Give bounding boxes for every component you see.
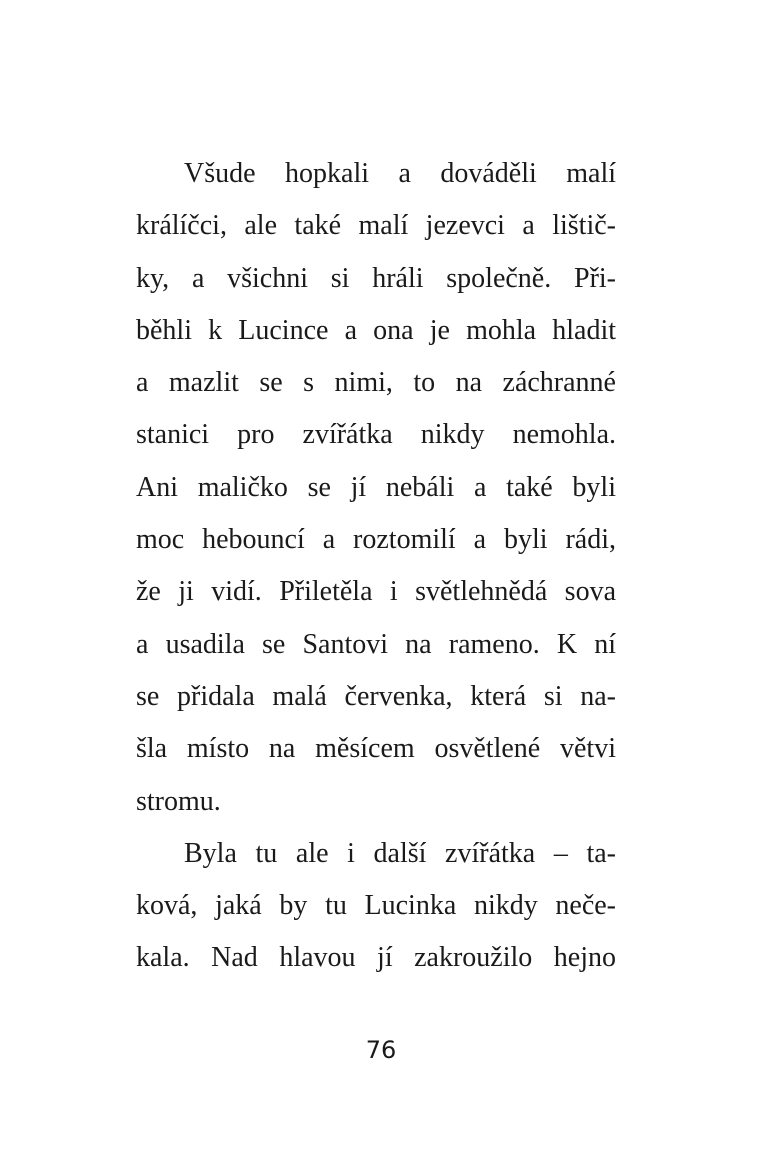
text-line: že ji vidí. Přiletěla i světlehnědá sova xyxy=(136,576,616,608)
paragraph-2 xyxy=(136,828,616,985)
text-line: stromu. xyxy=(136,785,221,817)
text-line: Všude hopkali a dováděli malí xyxy=(184,158,616,189)
text-line: šla místo na měsícem osvětlené větvi xyxy=(136,733,616,765)
page-number: 76 xyxy=(365,1036,397,1064)
text-line: kala. Nad hlavou jí zakroužilo hejno xyxy=(136,942,616,974)
text-line: Byla tu ale i další zvířátka – ta- xyxy=(184,837,616,869)
text-line: ky, a všichni si hráli společně. Při- xyxy=(136,262,616,294)
text-line: běhli k Lucince a ona je mohla hladit xyxy=(136,314,616,346)
text-line: Ani maličko se jí nebáli a také byli xyxy=(136,471,616,503)
paragraph-1 xyxy=(136,148,616,828)
text-line: ková, jaká by tu Lucinka nikdy neče- xyxy=(136,890,616,922)
text-line: a mazlit se s nimi, to na záchranné xyxy=(136,367,616,399)
text-line: králíčci, ale také malí jezevci a lištič- xyxy=(136,210,616,242)
text-line: moc hebouncí a roztomilí a byli rádi, xyxy=(136,524,616,556)
text-line: stanici pro zvířátka nikdy nemohla. xyxy=(136,419,616,451)
body-text xyxy=(136,148,616,985)
text-line: a usadila se Santovi na rameno. K ní xyxy=(136,628,616,660)
text-line: se přidala malá červenka, která si na- xyxy=(136,680,616,712)
